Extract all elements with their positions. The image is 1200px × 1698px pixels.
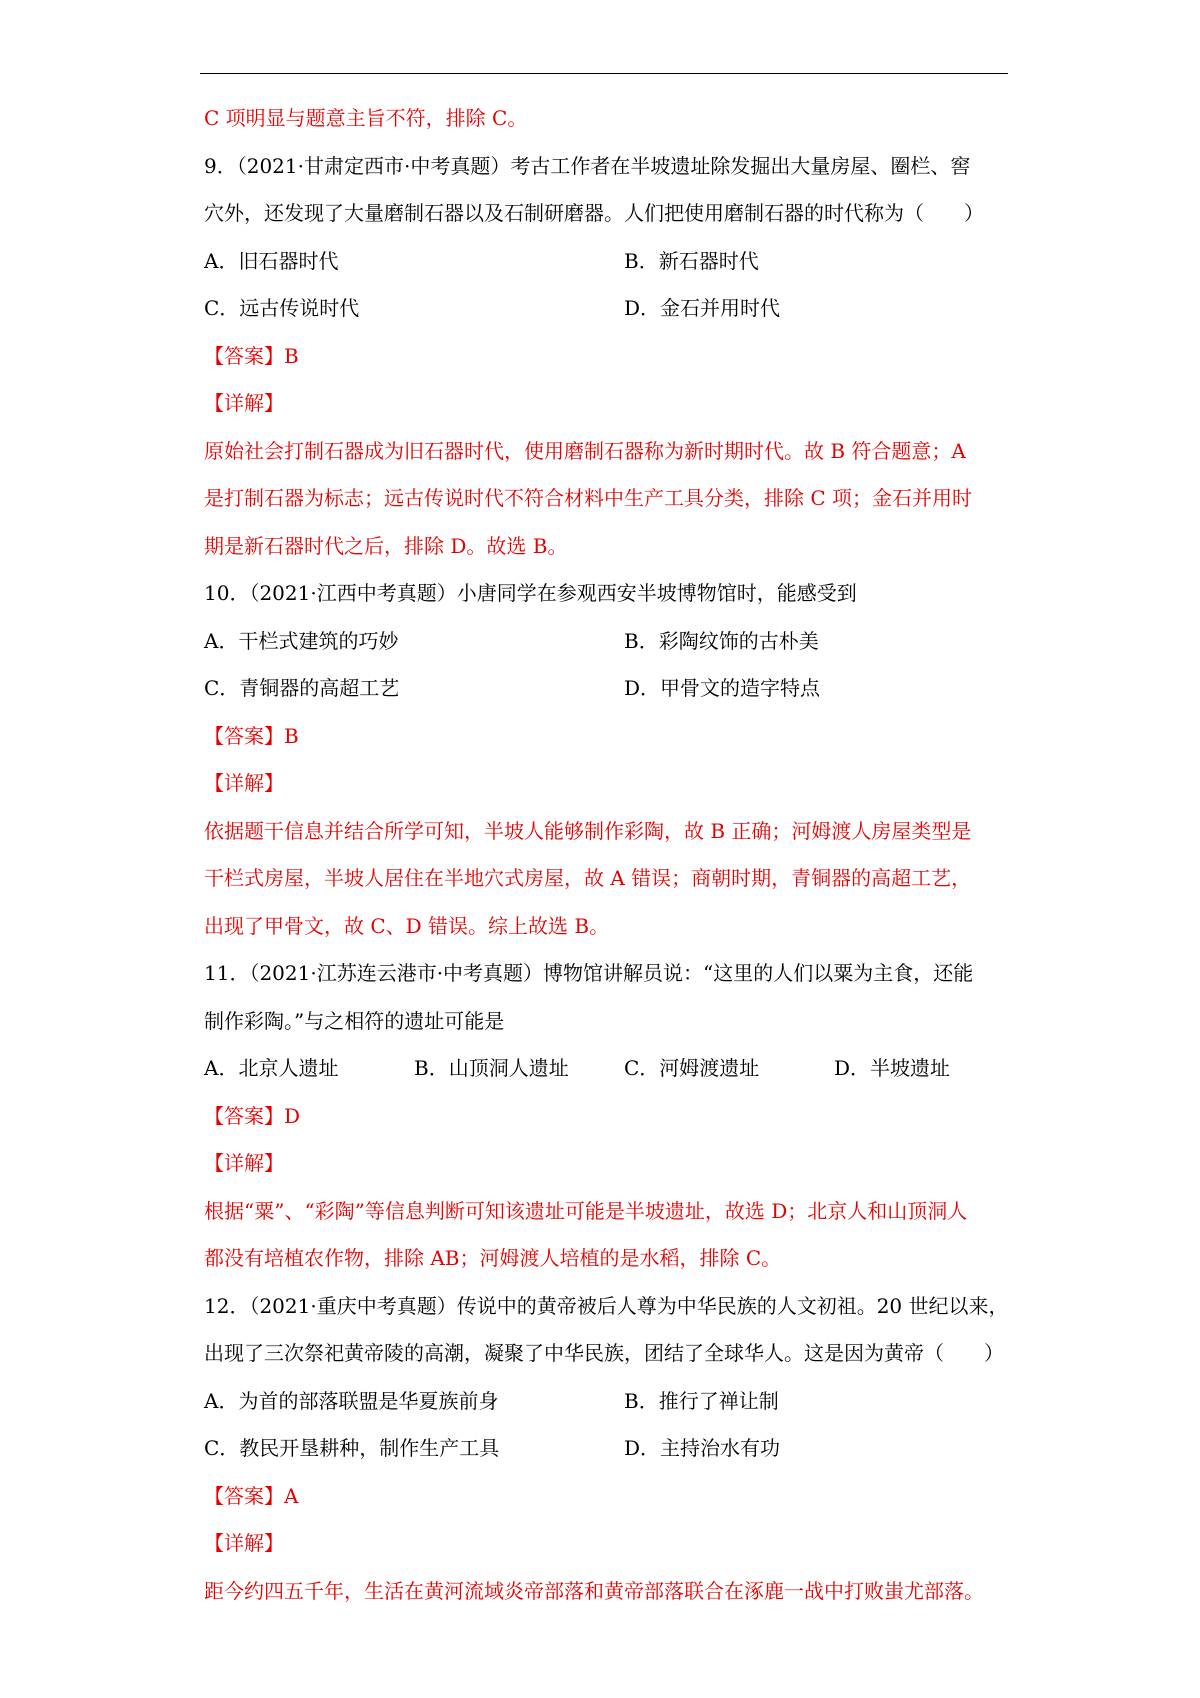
explanation-line: 原始社会打制石器成为旧石器时代，使用磨制石器称为新时期时代。故 B 符合题意；A — [204, 438, 966, 463]
explanation-line: 距今约四五千年，生活在黄河流域炎帝部落和黄帝部落联合在涿鹿一战中打败蚩尤部落。 — [204, 1578, 984, 1603]
question-9 — [204, 143, 1012, 571]
options-row — [204, 1425, 1012, 1473]
explanation-line: 期是新石器时代之后，排除 D。故选 B。 — [204, 533, 568, 558]
option-d: D．半坡遗址 — [834, 1056, 951, 1080]
document-body — [204, 95, 1012, 1615]
option-c: C．教民开垦耕种，制作生产工具 — [204, 1436, 500, 1460]
question-stem-line: 10．（2021·江西中考真题）小唐同学在参观西安半坡博物馆时，能感受到 — [204, 581, 857, 605]
explanation-line: 都没有培植农作物，排除 AB；河姆渡人培植的是水稻，排除 C。 — [204, 1246, 782, 1270]
question-stem-line: 制作彩陶。”与之相符的遗址可能是 — [204, 1008, 505, 1033]
question-10 — [204, 570, 1012, 950]
option-b: B．彩陶纹饰的古朴美 — [624, 628, 819, 653]
intro-explanation-line: C 项明显与题意主旨不符，排除 C。 — [204, 106, 528, 130]
options-row — [204, 618, 1012, 666]
option-d: D．甲骨文的造字特点 — [624, 676, 821, 700]
answer-label: 【答案】B — [204, 343, 299, 368]
question-stem-line: 11．（2021·江苏连云港市·中考真题）博物馆讲解员说：“这里的人们以粟为主食，还能 — [204, 961, 974, 985]
option-b: B．推行了禅让制 — [624, 1388, 779, 1413]
option-b: B．山顶洞人遗址 — [414, 1056, 569, 1080]
detail-label: 【详解】 — [204, 1531, 284, 1555]
header-rule — [200, 73, 1008, 74]
explanation-line: 是打制石器为标志；远古传说时代不符合材料中生产工具分类，排除 C 项；金石并用时 — [204, 486, 973, 510]
option-b: B．新石器时代 — [624, 248, 759, 273]
option-c: C．河姆渡遗址 — [624, 1056, 760, 1080]
explanation-line: 根据“粟”、“彩陶”等信息判断可知该遗址可能是半坡遗址，故选 D；北京人和山顶洞人 — [204, 1198, 968, 1223]
question-stem-line: 9．（2021·甘肃定西市·中考真题）考古工作者在半坡遗址除发掘出大量房屋、圈栏、窖 — [204, 153, 971, 178]
option-a: A．旧石器时代 — [204, 248, 339, 273]
answer-label: 【答案】A — [204, 1483, 299, 1508]
option-a: A．为首的部落联盟是华夏族前身 — [204, 1388, 499, 1413]
option-a: A．干栏式建筑的巧妙 — [204, 628, 399, 653]
explanation-line: 干栏式房屋，半坡人居住在半地穴式房屋，故 A 错误；商朝时期，青铜器的高超工艺， — [204, 866, 972, 890]
question-11 — [204, 950, 1012, 1283]
options-row — [204, 665, 1012, 713]
options-row — [204, 285, 1012, 333]
option-d: D．主持治水有功 — [624, 1436, 781, 1460]
explanation-line: 出现了甲骨文，故 C、D 错误。综上故选 B。 — [204, 913, 610, 938]
question-stem-line: 12．（2021·重庆中考真题）传说中的黄帝被后人尊为中华民族的人文初祖。20 世纪以来， — [204, 1293, 1009, 1318]
option-d: D．金石并用时代 — [624, 296, 781, 320]
option-c: C．青铜器的高超工艺 — [204, 676, 400, 700]
options-row — [204, 1378, 1012, 1426]
option-c: C．远古传说时代 — [204, 296, 360, 320]
answer-label: 【答案】D — [204, 1103, 301, 1128]
question-stem-line: 出现了三次祭祀黄帝陵的高潮，凝聚了中华民族，团结了全球华人。这是因为黄帝（ ） — [204, 1341, 1004, 1365]
answer-label: 【答案】B — [204, 723, 299, 748]
option-a: A．北京人遗址 — [204, 1056, 339, 1080]
options-row — [204, 1045, 1012, 1093]
question-stem-line: 穴外，还发现了大量磨制石器以及石制研磨器。人们把使用磨制石器的时代称为（ ） — [204, 201, 984, 225]
options-row — [204, 238, 1012, 286]
detail-label: 【详解】 — [204, 391, 284, 415]
question-12 — [204, 1283, 1012, 1616]
explanation-line: 依据题干信息并结合所学可知，半坡人能够制作彩陶，故 B 正确；河姆渡人房屋类型是 — [204, 818, 972, 843]
detail-label: 【详解】 — [204, 1151, 284, 1175]
detail-label: 【详解】 — [204, 771, 284, 795]
